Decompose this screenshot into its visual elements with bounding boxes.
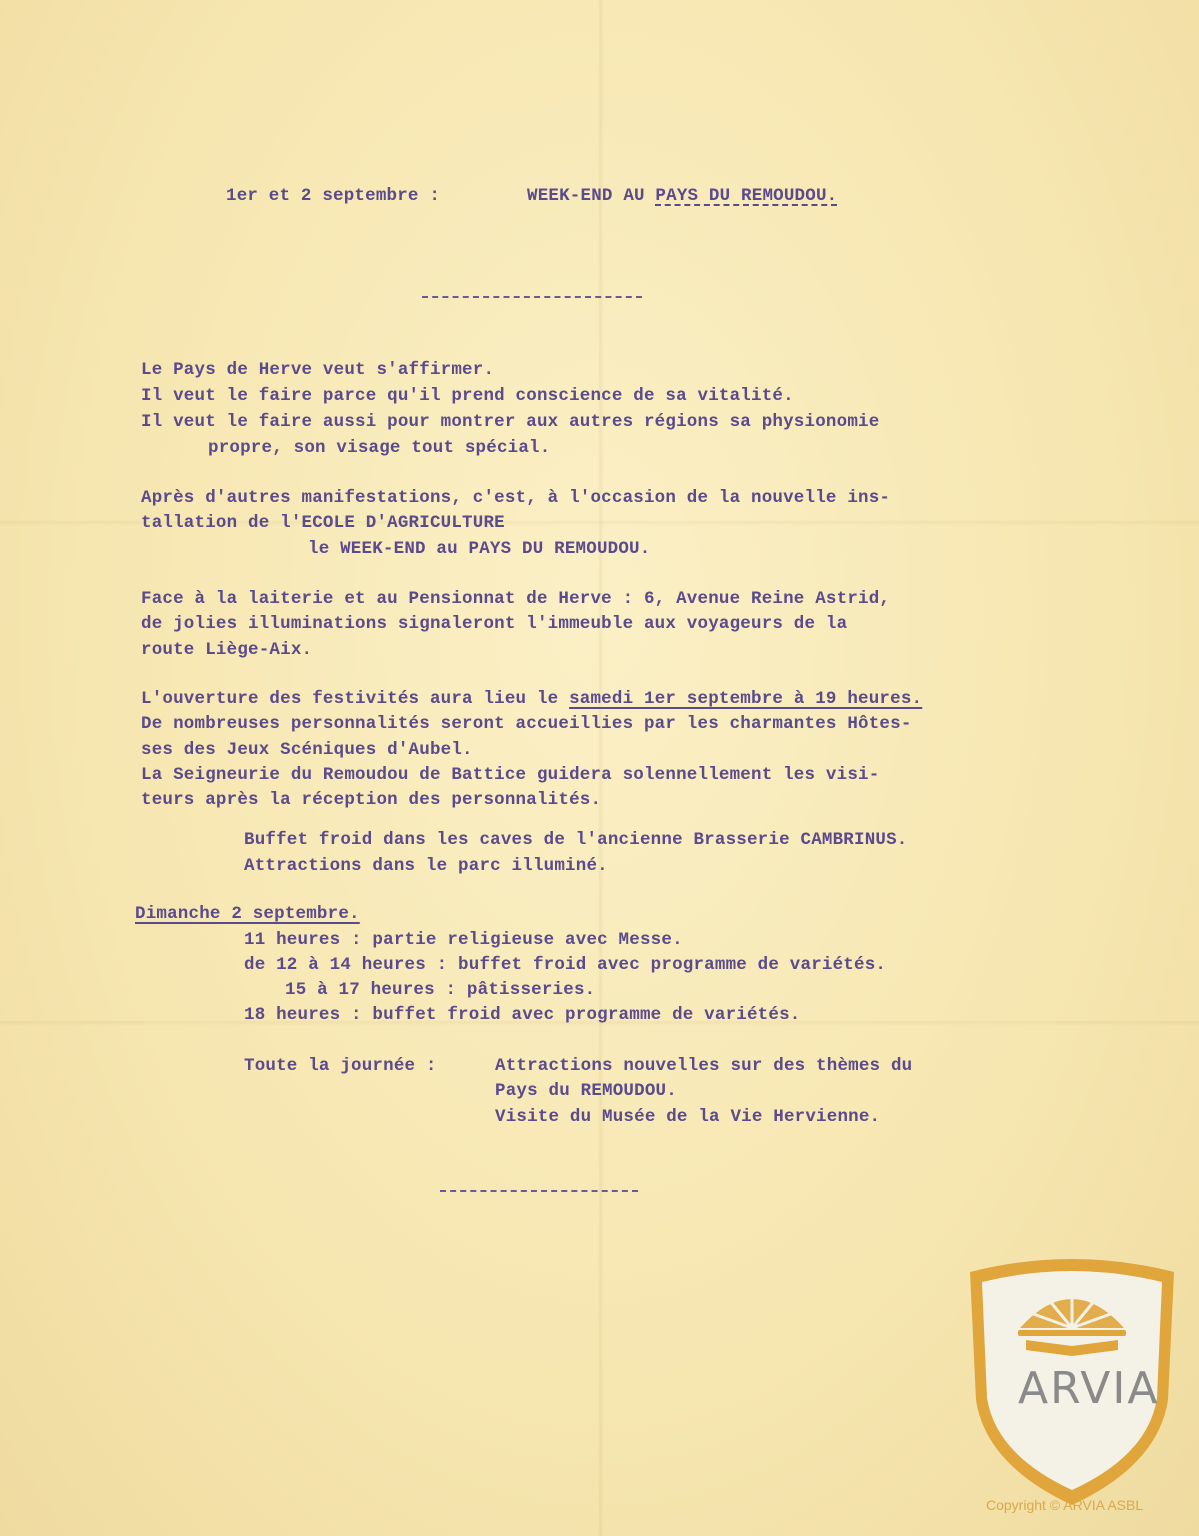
p4-line-2: De nombreuses personnalités seront accueillies par les charmantes Hôtes- xyxy=(141,714,912,734)
p1-line-3: Il veut le faire aussi pour montrer aux autres régions sa physionomie xyxy=(141,412,880,432)
sunday-item-3: 15 à 17 heures : pâtisseries. xyxy=(285,980,596,1000)
p3-line-3: route Liège-Aix. xyxy=(141,640,313,660)
top-divider xyxy=(422,296,642,298)
sunday-item-2: de 12 à 14 heures : buffet froid avec programme de variétés. xyxy=(244,955,887,975)
header-event-title xyxy=(527,186,837,206)
sunday-item-1: 11 heures : partie religieuse avec Messe. xyxy=(244,930,683,950)
opening-text: L'ouverture des festivités aura lieu le xyxy=(141,689,570,709)
all-day-item-3: Visite du Musée de la Vie Hervienne. xyxy=(495,1107,881,1127)
bottom-divider xyxy=(440,1190,638,1192)
all-day-label: Toute la journée : xyxy=(244,1056,448,1076)
sunday-heading: Dimanche 2 septembre. xyxy=(135,904,360,924)
header-date: 1er et 2 septembre : xyxy=(226,186,441,206)
p1-line-2: Il veut le faire parce qu'il prend conscience de sa vitalité. xyxy=(141,386,794,406)
p2-line-2: tallation de l'ECOLE D'AGRICULTURE xyxy=(141,513,505,533)
opening-date-emphasis: samedi 1er septembre à 19 heures. xyxy=(569,689,923,709)
arvia-logo-text: ARVIA xyxy=(1018,1363,1160,1414)
p2-line-3: le WEEK-END au PAYS DU REMOUDOU. xyxy=(308,539,651,559)
p4-indented-2: Attractions dans le parc illuminé. xyxy=(244,856,608,876)
p1-line-1: Le Pays de Herve veut s'affirmer. xyxy=(141,360,495,380)
sunday-item-4: 18 heures : buffet froid avec programme de variétés. xyxy=(244,1005,801,1025)
p3-line-2: de jolies illuminations signaleront l'immeuble aux voyageurs de la xyxy=(141,614,848,634)
p4-line-5: teurs après la réception des personnalités. xyxy=(141,790,602,810)
all-day-item-2: Pays du REMOUDOU. xyxy=(495,1081,677,1101)
p4-indented-1: Buffet froid dans les caves de l'ancienne Brasserie CAMBRINUS. xyxy=(244,830,908,850)
p1-line-4: propre, son visage tout spécial. xyxy=(208,438,551,458)
header-event-prefix: WEEK-END AU xyxy=(527,186,656,206)
all-day-item-1: Attractions nouvelles sur des thèmes du xyxy=(495,1056,913,1076)
copyright-notice: Copyright © ARVIA ASBL xyxy=(986,1497,1144,1513)
p4-line-3: ses des Jeux Scéniques d'Aubel. xyxy=(141,740,473,760)
p4-line-1 xyxy=(141,689,922,709)
p4-line-4: La Seigneurie du Remoudou de Battice guidera solennellement les visi- xyxy=(141,765,880,785)
p2-line-1: Après d'autres manifestations, c'est, à l'occasion de la nouvelle ins- xyxy=(141,488,891,508)
header-event-name: PAYS DU REMOUDOU. xyxy=(655,186,838,206)
p3-line-1: Face à la laiterie et au Pensionnat de Herve : 6, Avenue Reine Astrid, xyxy=(141,589,891,609)
